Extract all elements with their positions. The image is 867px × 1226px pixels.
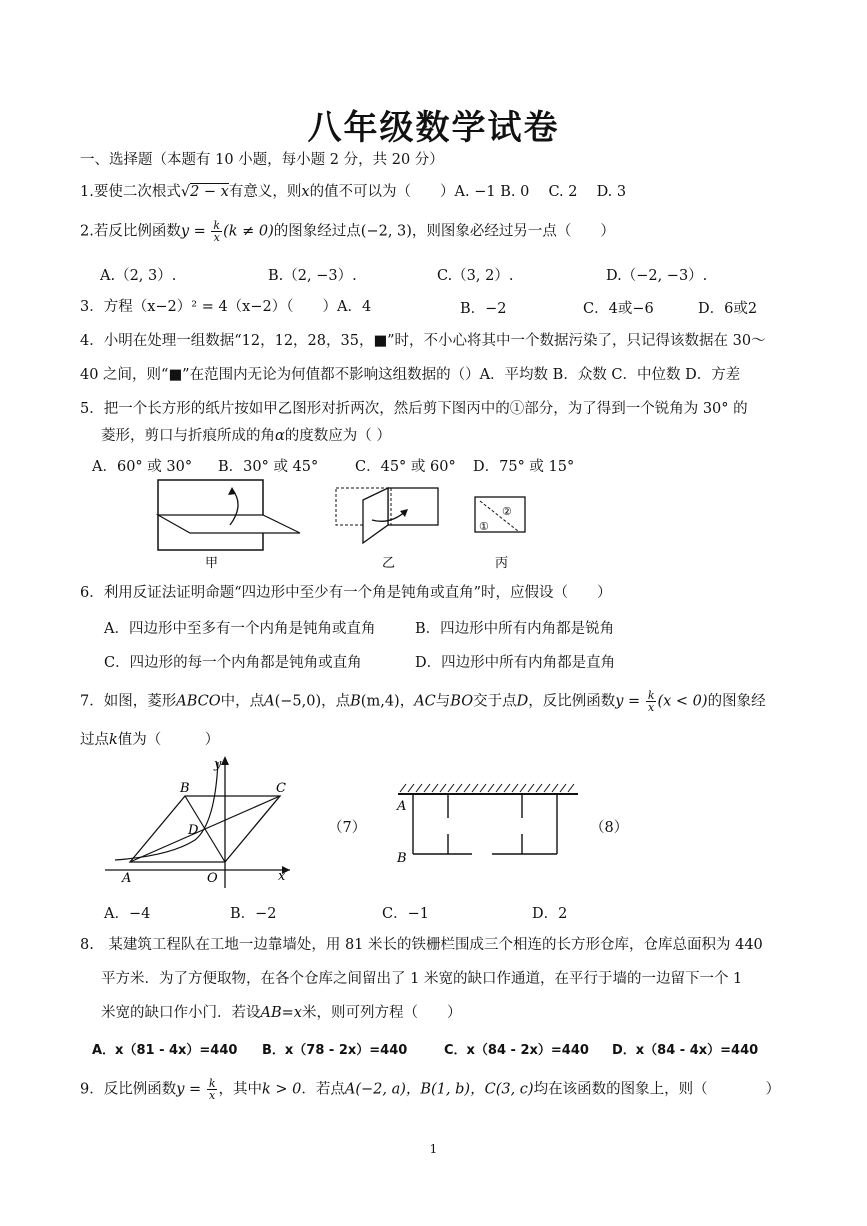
q6-option-c: C．四边形的每一个内角都是钝角或直角 [104,655,362,671]
question-1: 1.要使二次根式√2 − x有意义，则x的值不可以为（ ）A. −1 B. 0 C. 2 D. 3 [80,184,627,200]
figure-yi [336,488,438,571]
question-3: 3．方程（x−2）² = 4（x−2）（ ）A．4 [80,299,372,315]
jia-fold [158,515,300,533]
figure-8-tag: （8） [590,820,629,836]
question-4-line2: 40 之间，则“■”在范围内无论为何值都不影响这组数据的（）A．平均数 B．众数 C．中位数 D．方差 [80,367,741,383]
svg-text:乙: 乙 [382,556,396,571]
svg-text:②: ② [502,505,512,518]
page-number: 1 [429,1142,438,1156]
wall-hatching [400,784,574,792]
question-5-line1: 5．把一个长方形的纸片按如甲乙图形对折两次，然后剪下图丙中的①部分，为了得到一个锐角为 30° 的 [80,401,748,417]
q7-option-b: B．−2 [230,906,277,922]
svg-text:甲: 甲 [205,556,219,571]
svg-text:D: D [188,823,199,838]
fraction: $\frac{k}{x}$ [213,219,221,244]
svg-text:丙: 丙 [495,556,509,571]
q7-figure [100,752,300,892]
q2-option-a: A.（2, 3）. [100,268,177,284]
svg-text:B: B [180,781,190,796]
svg-text:x: x [278,869,286,884]
figure-7-tag: （7） [328,820,367,836]
q8-option-b: B．x（78 - 2x）=440 [262,1043,408,1058]
question-4-line1: 4．小明在处理一组数据“12，12，28，35，■”时，不小心将其中一个数据污染了，只记得该数据在 30～ [80,333,766,349]
q6-option-a: A．四边形中至多有一个内角是钝角或直角 [104,621,376,637]
figure-bing [475,497,525,571]
svg-text:①: ① [479,520,489,533]
question-7-line2: 过点k值为（ ） [80,732,220,748]
section-heading: 一、选择题（本题有 10 小题，每小题 2 分，共 20 分） [80,152,444,168]
question-6: 6．利用反证法证明命题“四边形中至少有一个角是钝角或直角”时，应假设（ ） [80,585,612,601]
question-5-line2: 菱形，剪口与折痕所成的角α的度数应为（ ） [101,428,391,444]
question-8-line1: 8. 某建筑工程队在工地一边靠墙处，用 81 米长的铁栅栏围成三个相连的长方形仓库，仓库总面积为 440 [80,937,763,953]
svg-text:C: C [276,781,286,796]
svg-text:A: A [397,799,407,814]
question-2: 2.若反比例函数y = $\frac{k}{x}$ (k ≠ 0)的图象经过点(−2, 3)，则图象必经过另一点（ ） [80,219,615,244]
q2-option-c: C.（3, 2）. [437,268,514,284]
sqrt-symbol: √ [180,184,191,200]
q3-option-b: B．−2 [460,301,507,317]
q2-option-b: B.（2, −3）. [268,268,357,284]
yi-rect [388,488,438,525]
q5-figures [150,475,570,575]
q5-option-c: C．45° 或 60° [355,459,456,475]
figure-jia [158,480,300,571]
q5-option-b: B．30° 或 45° [218,459,319,475]
q8-option-d: D．x（84 - 4x）=440 [612,1043,759,1058]
q7-option-a: A．−4 [104,906,151,922]
fraction: $\frac{k}{x}$ [208,1077,216,1102]
question-7-line1: 7．如图，菱形ABCO中，点A(−5,0)，点B(m,4)，AC与BO交于点D，反比例函数y = $\frac{k}{x}$ (x < 0)的图象经 [80,689,766,714]
question-9: 9．反比例函数y = $\frac{k}{x}$ ，其中k > 0．若点A(−2, a)，B(1, b)，C(3, c)均在该函数的图象上，则（ ） [80,1077,781,1102]
q7-option-c: C．−1 [382,906,429,922]
svg-text:O: O [207,871,218,886]
q3-option-d: D．6或2 [698,301,758,317]
page-title: 八年级数学试卷 [307,108,560,148]
q8-option-c: C．x（84 - 2x）=440 [444,1043,589,1058]
q6-option-b: B．四边形中所有内角都是锐角 [415,621,615,637]
q2-option-d: D.（−2, −3）. [606,268,708,284]
svg-text:A: A [122,871,132,886]
q6-option-d: D．四边形中所有内角都是直角 [415,655,616,671]
question-8-line2: 平方米．为了方便取物，在各个仓库之间留出了 1 米宽的缺口作通道，在平行于墙的一边留下一个 1 [101,971,743,987]
q8-option-a: A．x（81 - 4x）=440 [92,1043,238,1058]
q5-option-d: D．75° 或 15° [473,459,575,475]
question-8-line3: 米宽的缺口作小门．若设AB=x米，则可列方程（ ） [101,1005,462,1021]
fraction: $\frac{k}{x}$ [647,689,655,714]
yi-fold [363,488,388,543]
svg-text:B: B [397,851,407,866]
q5-option-a: A．60° 或 30° [92,459,193,475]
q7-option-d: D．2 [532,906,568,922]
q8-figure [390,780,590,870]
svg-text:y: y [214,757,222,772]
q3-option-c: C．4或−6 [583,301,654,317]
warehouse-fence [413,794,557,854]
